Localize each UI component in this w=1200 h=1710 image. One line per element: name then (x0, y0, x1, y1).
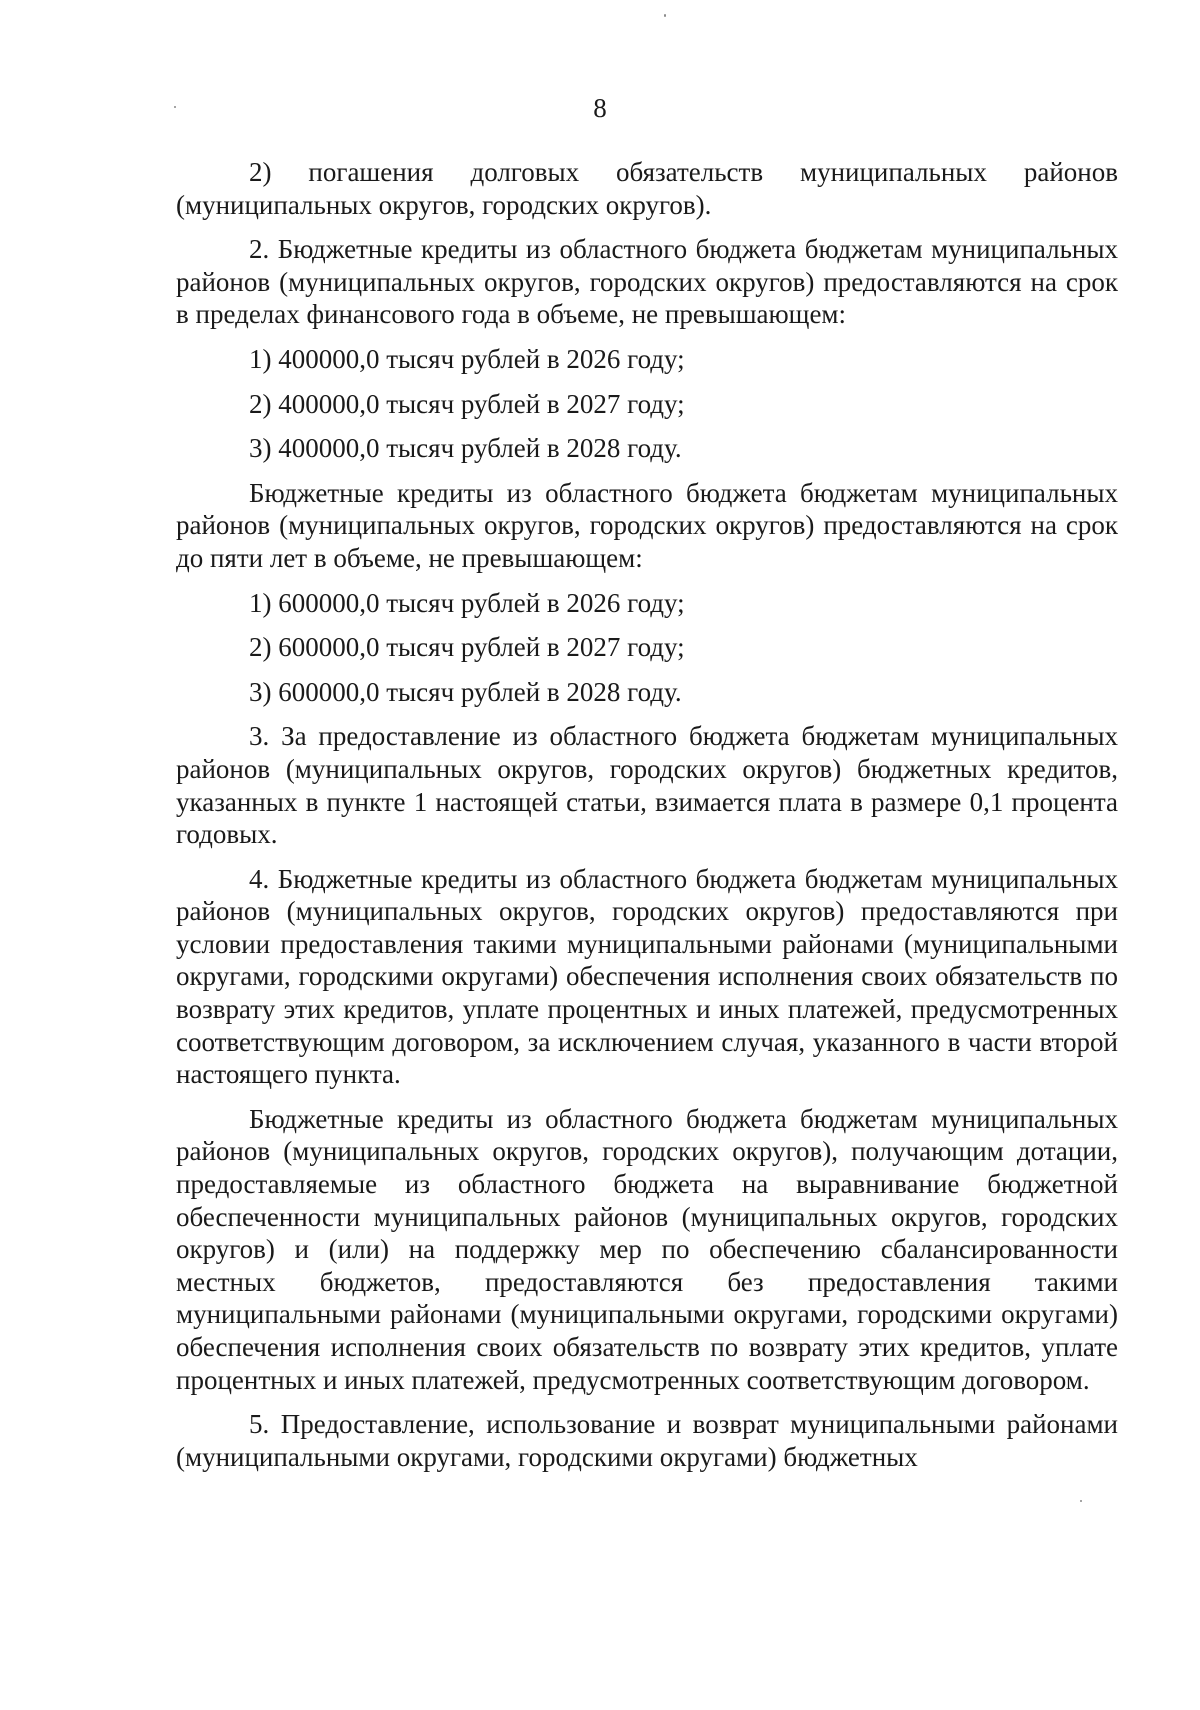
paragraph-4-exception: Бюджетные кредиты из областного бюджета бюджетам муниципальных районов (муниципальных округов, городских округов), получающим дотации, предоставляемые из областного бюджета на выравнивание бюджетной обеспеченности муниципальных районов (муниципальных округов, городских округов) и (или) на поддержку мер по обеспечению сбалансированности местных бюджетов, предоставляются без предоставления такими муниципальными районами (муниципальными округами, городскими округами) обеспечения исполнения своих обязательств по возврату этих кредитов, уплате процентных и иных платежей, предусмотренных соответствующим договором. (176, 1103, 1118, 1395)
paragraph-3-fee: 3. За предоставление из областного бюджета бюджетам муниципальных районов (муниципальных округов, городских округов) бюджетных кредитов, указанных в пункте 1 настоящей статьи, взимается плата в размере 0,1 процента годовых. (176, 721, 1118, 850)
list-item-short-2028: 3) 400000,0 тысяч рублей в 2028 году. (249, 433, 682, 464)
page-number: 8 (593, 93, 607, 123)
scan-speck (1080, 1500, 1082, 1502)
list-item-long-2027: 2) 600000,0 тысяч рублей в 2027 году; (249, 632, 685, 663)
list-item-short-2026: 1) 400000,0 тысяч рублей в 2026 году; (249, 343, 685, 374)
paragraph-long-term-credits: Бюджетные кредиты из областного бюджета бюджетам муниципальных районов (муниципальных округов, городских округов) предоставляются на срок до пяти лет в объеме, не превышающем: (176, 477, 1118, 573)
paragraph-2-short-term-credits: 2. Бюджетные кредиты из областного бюджета бюджетам муниципальных районов (муниципальных округов, городских округов) предоставляются на срок в пределах финансового года в объеме, не превышающем: (176, 234, 1118, 330)
document-body (176, 156, 1118, 1473)
list-item-short-2027: 2) 400000,0 тысяч рублей в 2027 году; (249, 388, 685, 419)
paragraph-5-provision: 5. Предоставление, использование и возврат муниципальными районами (муниципальными округами, городскими округами) бюджетных (176, 1409, 1118, 1472)
paragraph-4-security: 4. Бюджетные кредиты из областного бюджета бюджетам муниципальных районов (муниципальных округов, городских округов) предоставляются при условии предоставления такими муниципальными районами (муниципальными округами, городскими округами) обеспечения исполнения своих обязательств по возврату этих кредитов, уплате процентных и иных платежей, предусмотренных соответствующим договором, за исключением случая, указанного в части второй настоящего пункта. (176, 863, 1118, 1090)
list-item-long-2026: 1) 600000,0 тысяч рублей в 2026 году; (249, 587, 685, 618)
paragraph-debt-repayment: 2) погашения долговых обязательств муниципальных районов (муниципальных округов, городских округов). (176, 157, 1118, 220)
list-item-long-2028: 3) 600000,0 тысяч рублей в 2028 году. (249, 676, 682, 707)
scan-speck (664, 14, 666, 17)
